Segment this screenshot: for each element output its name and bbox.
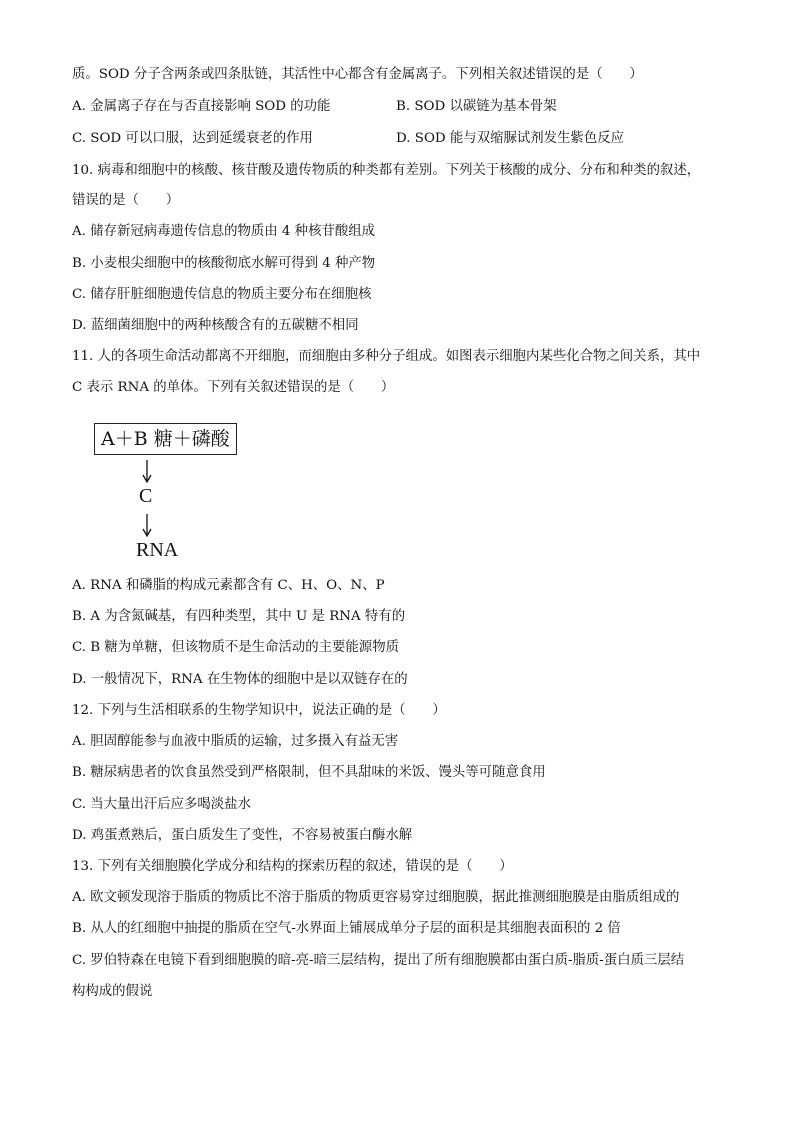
q13-option-c-line2: 构构成的假说 xyxy=(72,984,153,999)
q12-option-a: A. 胆固醇能参与血液中脂质的运输，过多摄入有益无害 xyxy=(72,734,399,749)
q11-option-d: D. 一般情况下，RNA 在生物体的细胞中是以双链存在的 xyxy=(72,672,408,687)
q12-option-d: D. 鸡蛋煮熟后，蛋白质发生了变性，不容易被蛋白酶水解 xyxy=(72,828,413,843)
q11-stem-line1: 11. 人的各项生命活动都离不开细胞，而细胞由多种分子组成。如图表示细胞内某些化合物之间关系，其中 xyxy=(72,349,701,364)
diagram-label-rna: RNA xyxy=(136,539,179,561)
q12-stem: 12. 下列与生活相联系的生物学知识中，说法正确的是（ ） xyxy=(72,703,446,718)
q11-option-c: C. B 糖为单糖，但该物质不是生命活动的主要能源物质 xyxy=(72,640,399,655)
diagram-box-components: A＋B 糖＋磷酸 xyxy=(94,423,237,455)
q12-option-c: C. 当大量出汗后应多喝淡盐水 xyxy=(72,797,251,812)
q10-stem-line2: 错误的是（ ） xyxy=(72,193,180,208)
q9-option-c: C. SOD 可以口服，达到延缓衰老的作用 xyxy=(72,131,313,146)
q11-diagram xyxy=(92,421,292,571)
q10-option-d: D. 蓝细菌细胞中的两种核酸含有的五碳糖不相同 xyxy=(72,318,359,333)
q13-stem: 13. 下列有关细胞膜化学成分和结构的探索历程的叙述，错误的是（ ） xyxy=(72,859,513,874)
q12-option-b: B. 糖尿病患者的饮食虽然受到严格限制，但不具甜味的米饭、馒头等可随意食用 xyxy=(72,765,546,780)
q9-option-b: B. SOD 以碳链为基本骨架 xyxy=(396,99,557,114)
q11-stem-line2: C 表示 RNA 的单体。下列有关叙述错误的是（ ） xyxy=(72,380,395,395)
q10-stem-line1: 10. 病毒和细胞中的核酸、核苷酸及遗传物质的种类都有差别。下列关于核酸的成分、分布和种类的叙述， xyxy=(72,163,701,178)
q10-option-c: C. 储存肝脏细胞遗传信息的物质主要分布在细胞核 xyxy=(72,287,372,302)
q10-option-a: A. 储存新冠病毒遗传信息的物质由 4 种核苷酸组成 xyxy=(72,224,376,239)
diagram-arrow-2 xyxy=(140,513,154,539)
q13-option-a: A. 欧文顿发现溶于脂质的物质比不溶于脂质的物质更容易穿过细胞膜，据此推测细胞膜是由脂质组成的 xyxy=(72,890,680,905)
q9-option-a: A. 金属离子存在与否直接影响 SOD 的功能 xyxy=(72,99,331,114)
diagram-arrow-1 xyxy=(140,459,154,485)
q9-stem: 质。SOD 分子含两条或四条肽链，其活性中心都含有金属离子。下列相关叙述错误的是（ ） xyxy=(72,67,643,82)
q11-option-a: A. RNA 和磷脂的构成元素都含有 C、H、O、N、P xyxy=(72,578,385,593)
q10-option-b: B. 小麦根尖细胞中的核酸彻底水解可得到 4 种产物 xyxy=(72,256,376,271)
q13-option-b: B. 从人的红细胞中抽提的脂质在空气-水界面上铺展成单分子层的面积是其细胞表面积的 2 倍 xyxy=(72,921,621,936)
q9-option-d: D. SOD 能与双缩脲试剂发生紫色反应 xyxy=(396,131,624,146)
q13-option-c-line1: C. 罗伯特森在电镜下看到细胞膜的暗-亮-暗三层结构，提出了所有细胞膜都由蛋白质-脂质-蛋白质三层结 xyxy=(72,953,685,968)
diagram-label-c: C xyxy=(139,485,153,507)
q11-option-b: B. A 为含氮碱基，有四种类型，其中 U 是 RNA 特有的 xyxy=(72,609,406,624)
